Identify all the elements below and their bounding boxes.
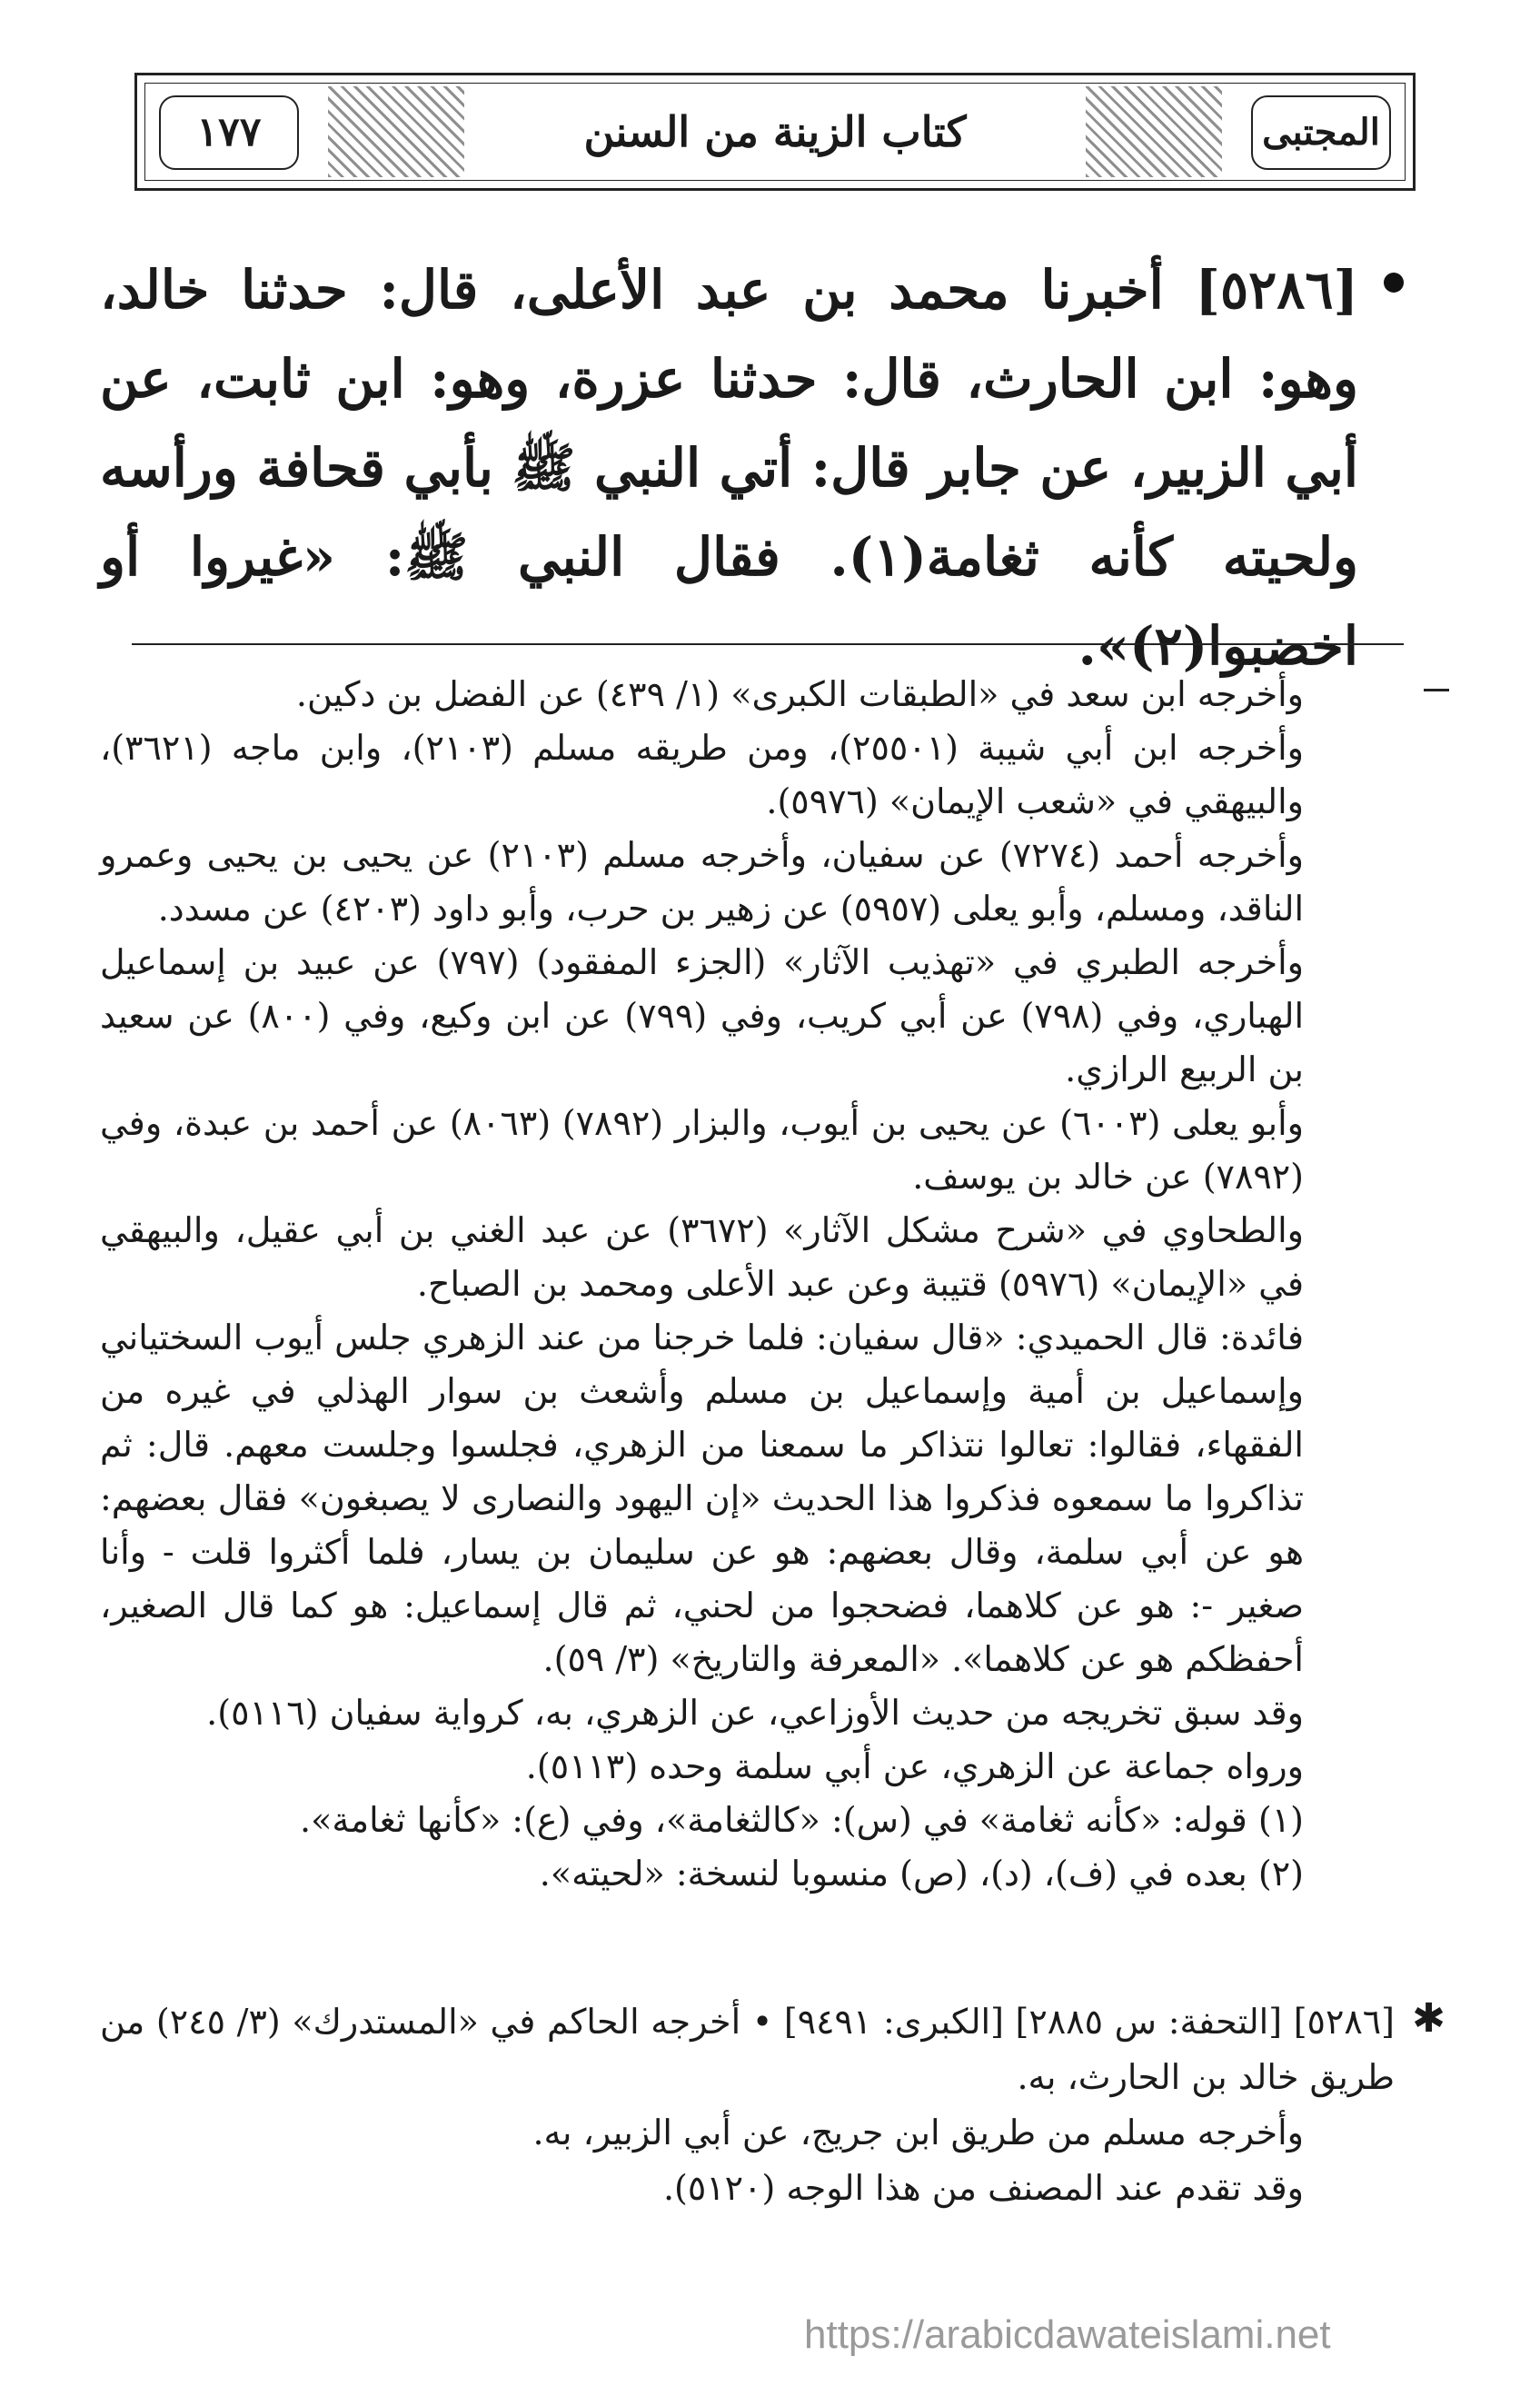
footnote: (١) قوله: «كأنه ثغامة» في (س): «كالثغامة»، وفي (ع): «كأنها ثغامة». (300, 1800, 1304, 1840)
watermark-url: https://arabicdawateislami.net (804, 2312, 1331, 2357)
continuation-dash-icon (1424, 689, 1449, 691)
asterisk-icon: ✱ (1412, 1995, 1446, 2042)
ornament-left (328, 86, 464, 177)
takhrij-line: وقد تقدم عند المصنف من هذا الوجه (٥١٢٠). (662, 2168, 1304, 2208)
note-paragraph: وأخرجه ابن سعد في «الطبقات الكبرى» (١/ ٤٣٩) عن الفضل بن دكين. (295, 674, 1304, 714)
book-badge: المجتبى (1251, 95, 1391, 170)
footnote: (٢) بعده في (ف)، (د)، (ص) منسوبا لنسخة: «لحيته». (539, 1854, 1304, 1894)
hadith-text: [٥٢٨٦] أخبرنا محمد بن عبد الأعلى، قال: حدثنا خالد، وهو: ابن الحارث، قال: حدثنا عزرة، وهو: ابن ثابت، عن أبي الزبير، عن جابر قال: أتي النبي ﷺ بأبي قحافة ورأسه ولحيته كأنه ثغامة(١). فقال النبي ﷺ: «غيروا أو اخضبوا(٢)». (100, 259, 1358, 677)
note-paragraph: وقد سبق تخريجه من حديث الأوزاعي، عن الزهري، به، كرواية سفيان (٥١١٦). (206, 1693, 1304, 1733)
takhrij-line: [٥٢٨٦] [التحفة: س ٢٨٨٥] [الكبرى: ٩٤٩١] • أخرجه الحاكم في «المستدرك» (٣/ ٢٤٥) من طريق خالد بن الحارث، به. (100, 2002, 1395, 2097)
ornament-right (1086, 86, 1222, 177)
page-header (134, 73, 1416, 191)
note-paragraph: وأخرجه أحمد (٧٢٧٤) عن سفيان، وأخرجه مسلم (٢١٠٣) عن يحيى بن يحيى وعمرو الناقد، ومسلم، وأبو يعلى (٥٩٥٧) عن زهير بن حرب، وأبو داود (٤٢٠٣) عن مسدد. (100, 835, 1305, 929)
hadith-bullet-icon (1384, 273, 1404, 293)
note-paragraph: ورواه جماعة عن الزهري، عن أبي سلمة وحده (٥١١٣). (525, 1746, 1304, 1786)
note-paragraph: والطحاوي في «شرح مشكل الآثار» (٣٦٧٢) عن عبد الغني بن أبي عقيل، والبيهقي في «الإيمان» (٥٩٧٦) قتيبة وعن عبد الأعلى ومحمد بن الصباح. (100, 1210, 1304, 1304)
note-paragraph: وأبو يعلى (٦٠٠٣) عن يحيى بن أيوب، والبزار (٧٨٩٢) (٨٠٦٣) عن أحمد بن عبدة، وفي (٧٨٩٢) عن خالد بن يوسف. (100, 1103, 1304, 1197)
note-paragraph: وأخرجه ابن أبي شيبة (٢٥٥٠١)، ومن طريقه مسلم (٢١٠٣)، وابن ماجه (٣٦٢١)، والبيهقي في «شعب الإيمان» (٥٩٧٦). (100, 728, 1305, 821)
note-paragraph: وأخرجه الطبري في «تهذيب الآثار» (الجزء المفقود) (٧٩٧) عن عبيد بن إسماعيل الهباري، وفي (٧٩٨) عن أبي كريب، وفي (٧٩٩) عن ابن وكيع، وفي (٨٠٠) عن سعيد بن الربيع الرازي. (100, 942, 1305, 1089)
note-paragraph: فائدة: قال الحميدي: «قال سفيان: فلما خرجنا من عند الزهري جلس أيوب السختياني وإسماعيل بن أمية وإسماعيل بن مسلم وأشعث بن سوار الهذلي في غيره من الفقهاء، فقالوا: تعالوا نتذاكر ما سمعنا من الزهري، فجلسوا وجلست معهم. قال: ثم تذاكروا ما سمعوه فذكروا هذا الحديث «إن اليهود والنصارى لا يصبغون» فقال بعضهم: هو عن أبي سلمة، وقال بعضهم: هو عن سليمان بن يسار، فلما أكثروا قلت - وأنا صغير -: هو عن كلاهما، فضحجوا من لحني، ثم قال إسماعيل: هو كما قال الصغير، أحفظكم هو عن كلاهما». «المعرفة والتاريخ» (٣/ ٥٩). (100, 1317, 1304, 1679)
takhrij-section (100, 1994, 1395, 2216)
chapter-title: كتاب الزينة من السنن (501, 95, 1049, 168)
separator-rule (132, 643, 1404, 645)
notes-section (100, 668, 1395, 1901)
takhrij-line: وأخرجه مسلم من طريق ابن جريج، عن أبي الزبير، به. (532, 2113, 1304, 2152)
page-number: ١٧٧ (159, 95, 299, 170)
